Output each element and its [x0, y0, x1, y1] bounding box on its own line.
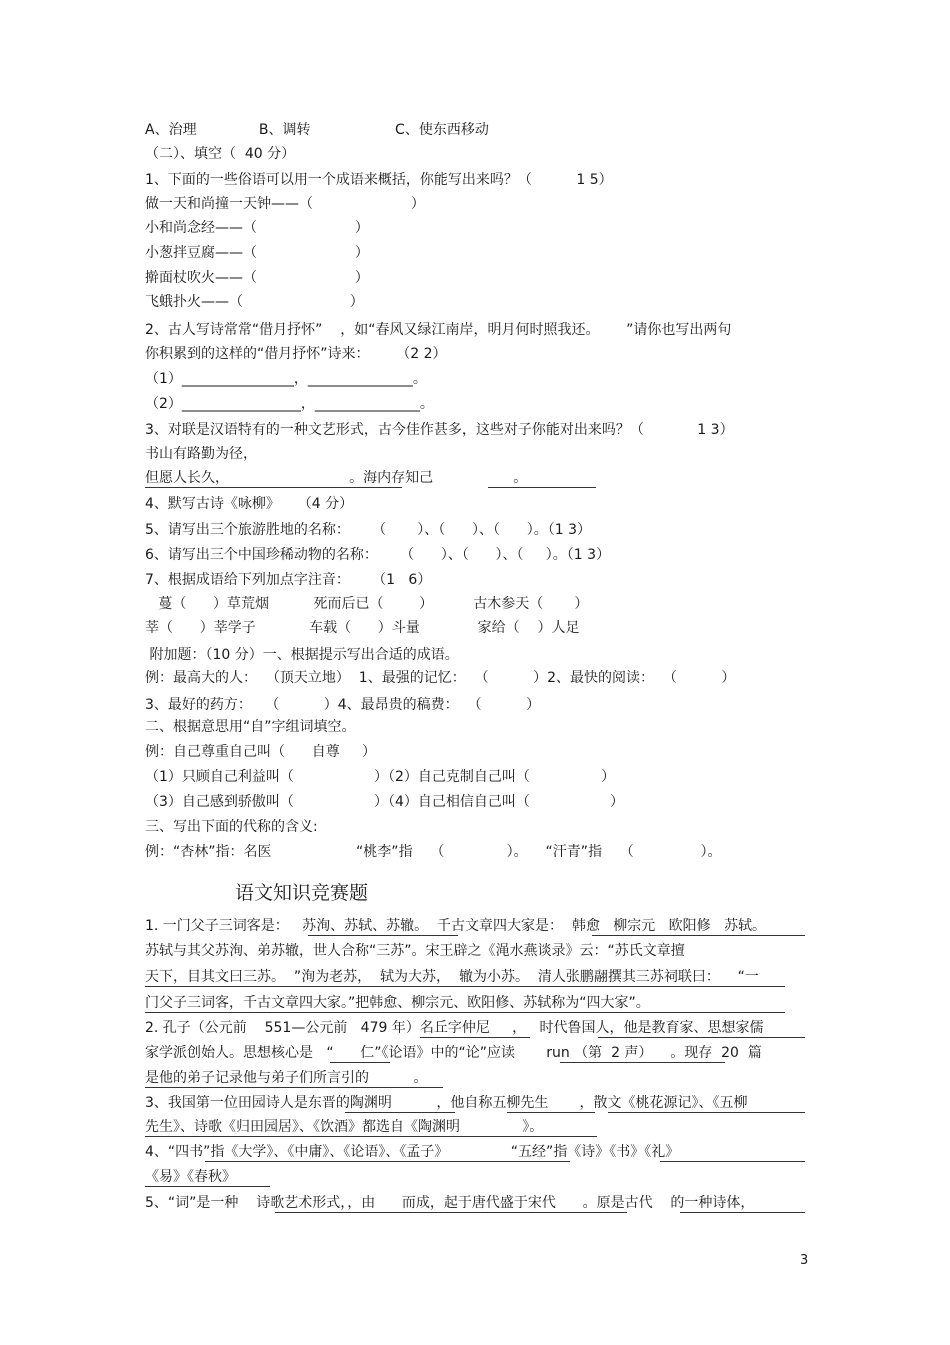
question-7-row: 莘（ ）莘学子 车载（ ）斗量 家给（ ）人足	[145, 620, 580, 636]
contest-line: 先生》、诗歌《归田园居》、《饮酒》都选自《陶渊明 》。	[145, 1119, 544, 1135]
zi-items: （1）只顾自己利益叫（ ）（2）自己克制自己叫（ ）	[145, 769, 616, 785]
answer-options: A、治理 B、调转 C、使东西移动	[145, 122, 489, 138]
zi-heading: 二、根据意思用“自”字组词填空。	[145, 719, 356, 735]
answer-underline	[592, 935, 805, 936]
contest-line: 3、我国第一位田园诗人是东晋的陶渊明 ，他自称五柳先生 ，散文《桃花源记》、《五柳	[145, 1095, 748, 1111]
answer-underline	[145, 1136, 597, 1137]
contest-line: 《易》《春秋》	[145, 1169, 236, 1185]
question-3-couplet: 但愿人长久， 。海内存知己 。	[145, 470, 528, 486]
contest-title: 语文知识竞赛题	[235, 882, 369, 904]
answer-underline	[598, 1037, 805, 1038]
question-7-row: 蔓（ ）草荒烟 死而后已（ ） 古木参天（ ）	[145, 596, 589, 612]
question-1-item: 飞蛾扑火——（ ）	[145, 294, 364, 310]
bonus-example: 例：最高大的人： （顶天立地） 1、最强的记忆： （ ）2、最快的阅读： （ ）	[145, 670, 736, 686]
answer-underline	[145, 487, 402, 488]
answer-underline	[608, 1112, 805, 1113]
contest-line: 5、“词”是一种 诗歌艺术形式，，由 而成，起于唐代盛于宋代 。原是古代 的一种诗体，	[145, 1195, 755, 1211]
answer-underline	[145, 986, 785, 987]
question-2-blank: （2）_________________，_______________。	[145, 396, 434, 412]
zi-example: 例：自己尊重自己叫（ 自尊 ）	[145, 744, 376, 760]
zi-items: （3）自己感到骄傲叫（ ）（4）自己相信自己叫（ ）	[145, 794, 625, 810]
answer-underline	[330, 1062, 390, 1063]
daicheng-example: 例：“杏林”指：名医 “桃李”指 （ ）。 “汗青”指 （ ）。	[145, 844, 722, 860]
question-7: 7、根据成语给下列加点字注音： （1 6）	[145, 572, 432, 588]
section-heading: （二）、填空（ 40 分）	[145, 146, 296, 162]
contest-line: 苏轼与其父苏洵、弟苏辙，世人合称“三苏”。宋王辟之《渑水燕谈录》云：“苏氏文章擅	[145, 943, 685, 959]
answer-underline	[145, 1186, 270, 1187]
question-6: 6、请写出三个中国珍稀动物的名称： （ ）、（ ）、（ ）。（1 3）	[145, 547, 611, 563]
answer-underline	[420, 1037, 530, 1038]
question-2-cont: 你积累到的这样的“借月抒怀”诗来： （2 2）	[145, 346, 447, 362]
question-1-item: 小葱拌豆腐——（ ）	[145, 245, 369, 261]
answer-underline	[308, 935, 458, 936]
contest-line: 是他的弟子记录他与弟子们所言引的 。	[145, 1070, 428, 1086]
answer-underline	[680, 1212, 805, 1213]
question-3-couplet: 书山有路勤为径，	[145, 446, 257, 462]
contest-line: 天下，目其文曰三苏。 ”洵为老苏， 轼为大苏， 辙为小苏。 清人张鹏翮撰其三苏祠联曰： “一	[145, 969, 759, 985]
contest-line: 家学派创始人。思想核心是 “ 仁”《论语》中的“论”应读 run （第 2 声） 。现存 20 篇	[145, 1045, 762, 1061]
question-1: 1、下面的一些俗语可以用一个成语来概括，你能写出来吗？（ 1 5）	[145, 172, 613, 188]
bonus-items: 3、最好的药方： （ ）4、最昂贵的稿费： （ ）	[145, 697, 541, 713]
answer-underline	[560, 1062, 725, 1063]
answer-underline	[660, 1161, 805, 1162]
question-1-item: 小和尚念经——（ ）	[145, 220, 369, 236]
question-4: 4、默写古诗《咏柳》 （4 分）	[145, 496, 354, 512]
question-2: 2、古人写诗常常“借月抒怀” ，如“春风又绿江南岸，明月何时照我还。 ”请你也写出两句	[145, 322, 732, 338]
answer-underline	[345, 1112, 455, 1113]
answer-underline	[275, 1212, 627, 1213]
question-5: 5、请写出三个旅游胜地的名称： （ ）、（ ）、（ ）。（1 3）	[145, 522, 591, 538]
answer-underline	[205, 1161, 570, 1162]
contest-line: 4、“四书”指《大学》、《中庸》、《论语》、《孟子》 “五经”指《诗》《书》《礼》	[145, 1144, 680, 1160]
contest-line: 门父子三词客，千古文章四大家。”把韩愈、柳宗元、欧阳修、苏轼称为“四大家”。	[145, 995, 650, 1011]
answer-underline	[145, 1087, 443, 1088]
daicheng-heading: 三、写出下面的代称的含义:	[145, 819, 318, 835]
answer-underline	[145, 1012, 785, 1013]
question-2-blank: （1）________________，_______________。	[145, 371, 427, 387]
answer-underline	[507, 1112, 595, 1113]
bonus-heading: 附加题：（10 分）一、根据提示写出合适的成语。	[145, 647, 459, 663]
question-1-item: 做一天和尚撞一天钟——（ ）	[145, 196, 425, 212]
contest-line: 1. 一门父子三词客是： 苏洵、苏轼、苏辙。 千古文章四大家是： 韩愈 柳宗元 欧阳修 苏轼。	[145, 918, 767, 934]
page-number: 3	[800, 1253, 809, 1268]
answer-underline	[488, 487, 596, 488]
contest-line: 2. 孔子（公元前 551—公元前 479 年）名丘字仲尼 ， 时代鲁国人，他是教育家、思想家儒	[145, 1020, 764, 1036]
question-1-item: 擀面杖吹火——（ ）	[145, 270, 369, 286]
question-3: 3、对联是汉语特有的一种文艺形式，古今佳作甚多，这些对子你能对出来吗？（ 1 3）	[145, 422, 734, 438]
